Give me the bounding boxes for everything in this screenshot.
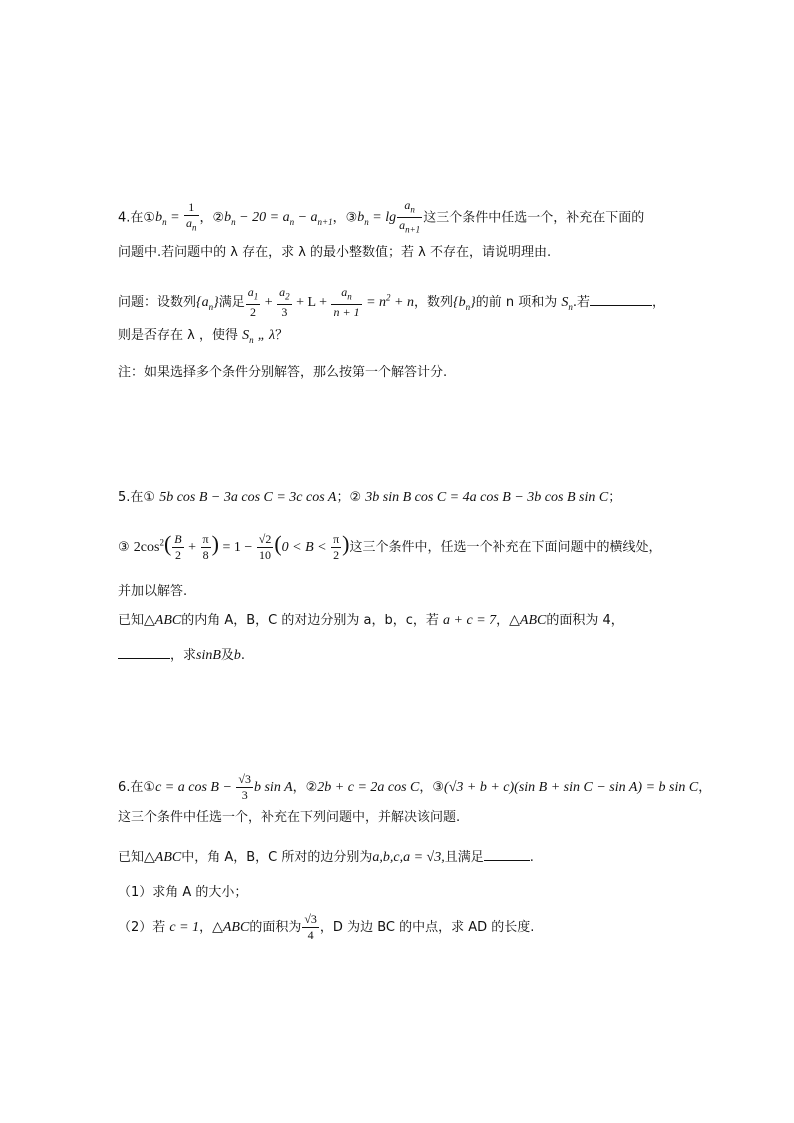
q5-answer-blank[interactable] [118, 646, 170, 659]
q4-line-2: 问题中.若问题中的 λ 存在，求 λ 的最小整数值；若 λ 不存在，请说明理由. [118, 245, 552, 260]
q6-frac-sqrt3-4: $\frac{√3}{4}$ [304, 912, 317, 942]
q5-frac-pi8: $\frac{\pi}{8}$ [202, 532, 209, 562]
q6-part-2: （2）若 c = 1，△ABC的面积为 $\frac{√3}{4}$ ，D 为边 BC 的中点，求 AD 的长度. [118, 912, 535, 942]
q4-line-3: 问题：设数列$\{a_n\}$满足 $\frac{a_1}{2}$ + $\frac{a_2}{3}$ + L + $\frac{a_n}{n + 1}$ = $n^2 + n$，数列$\{b_n\}$的前 n 项和为 $S_n$.若 ， [118, 285, 666, 320]
q5-frac-b2: $\frac{B}{2}$ [174, 532, 182, 562]
q4-number: 4. [118, 210, 131, 226]
q4-frac-a2: $\frac{a_2}{3}$ [279, 285, 290, 320]
q4-frac-a1: $\frac{a_1}{2}$ [247, 285, 259, 320]
q6-line-1: 6.在①c = a cos B − $\frac{√3}{3}$ b sin A，②2b + c = 2a cos C，③(√3 + b + c)(sin B + sin C − sin A) = b sin C， [118, 772, 712, 802]
q6-part-1: （1）求角 A 的大小； [118, 885, 248, 900]
q5-line-5: ，求sinB及b. [118, 646, 245, 665]
q5-frac-sqrt2: $\frac{√2}{10}$ [258, 532, 272, 562]
q5-line-3: 并加以解答. [118, 584, 188, 599]
q6-answer-blank[interactable] [484, 848, 530, 861]
q6-frac-sqrt3-3: $\frac{√3}{3}$ [238, 772, 251, 802]
q6-line-2: 这三个条件中任选一个，补充在下列问题中，并解决该问题. [118, 810, 461, 825]
q5-frac-pi2: $\frac{\pi}{2}$ [333, 532, 340, 562]
q5-line-2: ③ $2\cos^2$( $\frac{B}{2}$ + $\frac{\pi}{8}$ ) = 1 − $\frac{√2}{10}$ (0 < B < $\frac{\pi}{2}$ )这三个条件中，任选一个补充在下面问题中的横线处， [118, 531, 662, 562]
q5-line-4: 已知△ABC的内角 A，B，C 的对边分别为 a，b，c，若 a + c = 7，△ABC的面积为 4， [118, 613, 624, 628]
q6-line-3: 已知△ABC中，角 A，B，C 所对的边分别为a,b,c,a = √3,且满足 . [118, 850, 534, 865]
q4-frac-1: $\frac{1}{a_n}$ [186, 200, 197, 233]
q6-number: 6. [118, 780, 131, 795]
q5-number: 5. [118, 490, 131, 505]
q4-note: 注：如果选择多个条件分别解答，那么按第一个解答计分. [118, 365, 448, 380]
q4-line-1: 4.在$①b_n$ = $\frac{1}{a_n}$ ，$②b_n - 20 = a_n - a_{n+1}$，$③b_n = \lg$ $\frac{a_n}{a_{n+1}}$ 这三个条件中任选一个，补充在下面的 [118, 198, 644, 238]
q5-line-1: 5.在① 5b cos B − 3a cos C = 3c cos A；② 3b sin B cos C = 4a cos B − 3b cos B sin C； [118, 490, 622, 505]
q4-frac-an: $\frac{a_n}{n + 1}$ [333, 285, 360, 320]
q4-answer-blank[interactable] [590, 293, 652, 306]
q4-frac-lg: $\frac{a_n}{a_{n+1}}$ [399, 198, 421, 235]
q4-line-4: 则是否存在 λ ，使得 $S_n$ „ λ？ [118, 328, 289, 345]
